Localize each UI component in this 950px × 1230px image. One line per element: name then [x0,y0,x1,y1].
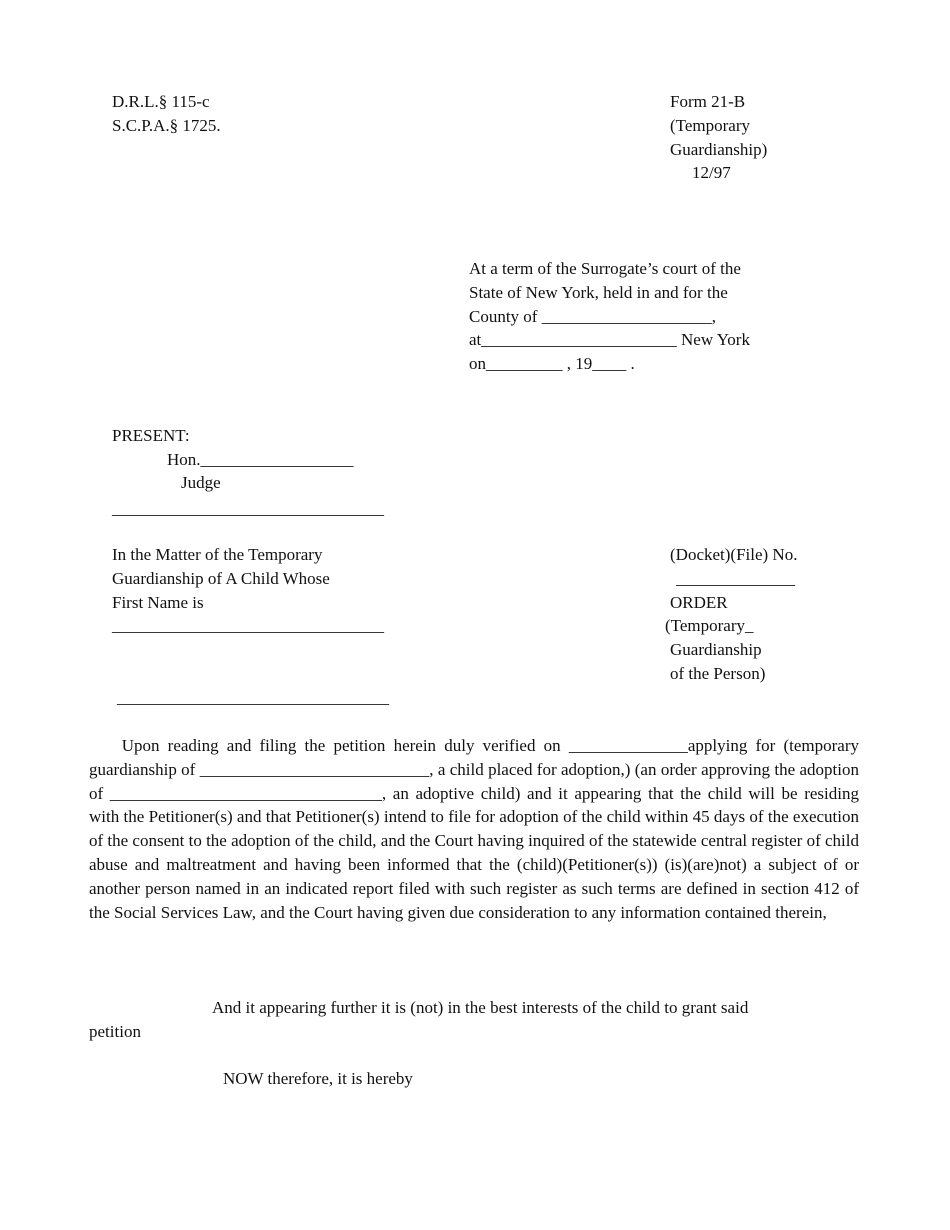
court-county-line: County of ____________________, [469,307,716,326]
docket-label: (Docket)(File) No. [670,545,798,564]
statute-line-drl: D.R.L.§ 115-c [112,92,210,111]
court-date-line: on_________ , 19____ . [469,354,635,373]
ordered-clause: NOW therefore, it is hereby [223,1069,413,1088]
court-term-line: State of New York, held in and for the [469,283,728,302]
docket-number-blank: ______________ [676,569,795,588]
order-subtitle-line: of the Person) [670,664,766,683]
order-subtitle-line: Guardianship [670,640,762,659]
caption-matter-line: First Name is [112,593,204,612]
caption-matter-line: In the Matter of the Temporary [112,545,323,564]
form-number: Form 21-B [670,92,746,111]
form-type-line2: Guardianship) [670,140,768,159]
judge-name-line: Hon.__________________ [167,450,354,469]
caption-matter-line: Guardianship of A Child Whose [112,569,330,588]
form-type-line1: (Temporary [670,116,750,135]
caption-bottom-rule: ________________________________ [117,688,389,707]
best-interest-paragraph-end: petition [89,1022,141,1041]
judge-title: Judge [181,473,221,492]
court-location-line: at_______________________ New York [469,330,750,349]
form-revision-date: 12/97 [692,163,731,182]
order-recital-paragraph: Upon reading and filing the petition herein duly verified on ______________applying for (temporary guardianship of ___________________________, a child placed for adoption,) (an order approving the adoption of ________________________________, an adoptive child) and it appearing that the child will be residing with the Petitioner(s) and that Petitioner(s) intend to file for adoption of the child within 45 days of the execution of the consent to the adoption of the child, and the Court having inquired of the statewide central register of child abuse and maltreatment and having been informed that the (child)(Petitioner(s)) (is)(are)not) a subject of or another person named in an indicated report filed with such register as such terms are defined in section 412 of the Social Services Law, and the Court having given due consideration to any information contained therein, [89,736,864,922]
best-interest-paragraph: And it appearing further it is (not) in the best interests of the child to grant said [212,998,749,1017]
court-term-line: At a term of the Surrogate’s court of the [469,259,741,278]
order-title: ORDER [670,593,728,612]
order-subtitle-line: (Temporary_ [665,616,754,635]
child-name-blank: ________________________________ [112,616,384,635]
present-label: PRESENT: [112,426,190,445]
caption-top-rule: ________________________________ [112,499,384,518]
statute-line-scpa: S.C.P.A.§ 1725. [112,116,221,135]
